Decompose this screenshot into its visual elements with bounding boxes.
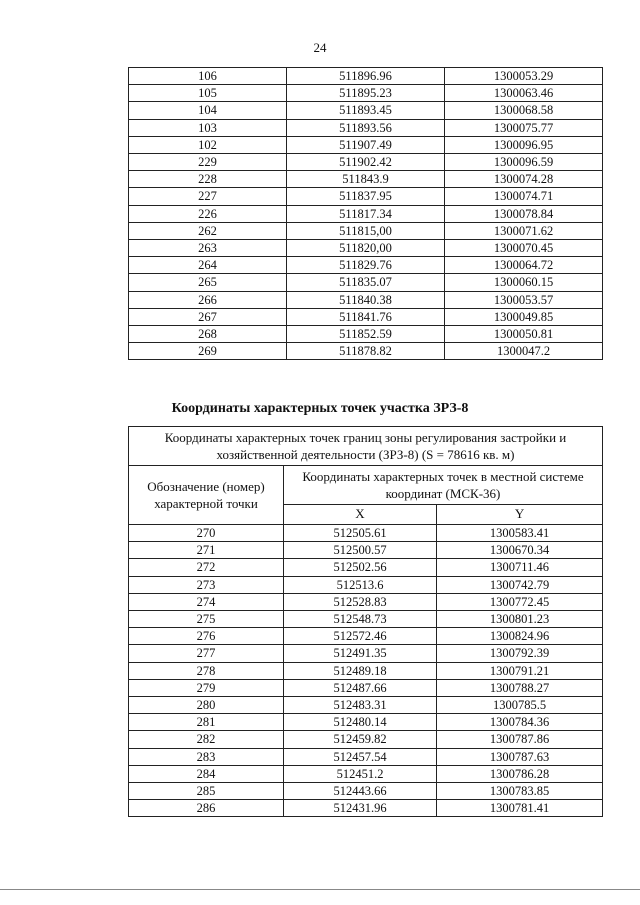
- x-coordinate-cell: 512483.31: [284, 697, 437, 714]
- x-coordinate-cell: 512548.73: [284, 611, 437, 628]
- y-coordinate-cell: 1300049.85: [445, 308, 603, 325]
- point-number-cell: 102: [129, 136, 287, 153]
- y-coordinate-cell: 1300801.23: [437, 611, 603, 628]
- point-number-cell: 276: [129, 628, 284, 645]
- table-row: [129, 274, 603, 291]
- x-coordinate-cell: 512528.83: [284, 593, 437, 610]
- x-coordinate-cell: 512491.35: [284, 645, 437, 662]
- y-coordinate-cell: 1300785.5: [437, 697, 603, 714]
- table-row: [129, 765, 603, 782]
- table-row: [129, 85, 603, 102]
- point-number-cell: 106: [129, 68, 287, 85]
- table-row: [129, 240, 603, 257]
- table-row: [129, 679, 603, 696]
- point-number-cell: 263: [129, 240, 287, 257]
- point-number-cell: 286: [129, 800, 284, 817]
- point-number-cell: 103: [129, 119, 287, 136]
- table-row: [129, 257, 603, 274]
- x-coordinate-cell: 512487.66: [284, 679, 437, 696]
- table-caption: Координаты характерных точек границ зоны регулирования застройки и хозяйственной деятельности (ЗРЗ-8) (S = 78616 кв. м): [129, 427, 603, 466]
- table-row: [129, 326, 603, 343]
- y-coordinate-cell: 1300070.45: [445, 240, 603, 257]
- y-coordinate-cell: 1300824.96: [437, 628, 603, 645]
- y-coordinate-cell: 1300783.85: [437, 783, 603, 800]
- x-coordinate-cell: 511815,00: [287, 222, 445, 239]
- x-coordinate-cell: 512480.14: [284, 714, 437, 731]
- table-row: [129, 154, 603, 171]
- y-coordinate-cell: 1300053.29: [445, 68, 603, 85]
- x-coordinate-cell: 512505.61: [284, 525, 437, 542]
- point-number-cell: 265: [129, 274, 287, 291]
- x-coordinate-cell: 512500.57: [284, 542, 437, 559]
- point-number-cell: 279: [129, 679, 284, 696]
- table-row: [129, 593, 603, 610]
- table-row: [129, 697, 603, 714]
- x-coordinate-cell: 511902.42: [287, 154, 445, 171]
- y-coordinate-cell: 1300781.41: [437, 800, 603, 817]
- x-coordinate-cell: 511817.34: [287, 205, 445, 222]
- point-number-cell: 226: [129, 205, 287, 222]
- point-number-cell: 273: [129, 576, 284, 593]
- point-number-header: Обозначение (номер) характерной точки: [129, 466, 284, 525]
- point-number-cell: 227: [129, 188, 287, 205]
- point-number-cell: 278: [129, 662, 284, 679]
- x-coordinate-cell: 511907.49: [287, 136, 445, 153]
- table-row: [129, 188, 603, 205]
- point-number-cell: 272: [129, 559, 284, 576]
- y-coordinate-cell: 1300792.39: [437, 645, 603, 662]
- x-coordinate-cell: 511878.82: [287, 343, 445, 360]
- x-coordinate-cell: 512502.56: [284, 559, 437, 576]
- x-coordinate-cell: 511820,00: [287, 240, 445, 257]
- x-coordinate-cell: 511835.07: [287, 274, 445, 291]
- x-coordinate-cell: 511829.76: [287, 257, 445, 274]
- point-number-cell: 283: [129, 748, 284, 765]
- x-coordinate-cell: 511893.56: [287, 119, 445, 136]
- x-coordinate-cell: 511895.23: [287, 85, 445, 102]
- table-row: [129, 731, 603, 748]
- x-coordinate-cell: 511852.59: [287, 326, 445, 343]
- point-number-cell: 229: [129, 154, 287, 171]
- table-body: [129, 68, 603, 360]
- coordinates-header: Координаты характерных точек в местной системе координат (МСК-36): [284, 466, 603, 505]
- table-row: [129, 222, 603, 239]
- y-coordinate-cell: 1300063.46: [445, 85, 603, 102]
- y-header: Y: [437, 505, 603, 525]
- y-coordinate-cell: 1300787.86: [437, 731, 603, 748]
- y-coordinate-cell: 1300053.57: [445, 291, 603, 308]
- x-coordinate-cell: 512513.6: [284, 576, 437, 593]
- point-number-cell: 285: [129, 783, 284, 800]
- table-row: [129, 171, 603, 188]
- table-row: [129, 748, 603, 765]
- point-number-cell: 104: [129, 102, 287, 119]
- y-coordinate-cell: 1300068.58: [445, 102, 603, 119]
- zrz8-coordinates-table: [128, 426, 603, 817]
- x-coordinate-cell: 511896.96: [287, 68, 445, 85]
- table-row: [129, 559, 603, 576]
- table-row: [129, 628, 603, 645]
- point-number-cell: 266: [129, 291, 287, 308]
- table-body: [129, 525, 603, 817]
- x-header: X: [284, 505, 437, 525]
- point-number-cell: 284: [129, 765, 284, 782]
- point-number-cell: 228: [129, 171, 287, 188]
- table-row: [129, 308, 603, 325]
- y-coordinate-cell: 1300772.45: [437, 593, 603, 610]
- footer-divider: [0, 889, 640, 890]
- x-coordinate-cell: 512489.18: [284, 662, 437, 679]
- point-number-cell: 105: [129, 85, 287, 102]
- point-number-cell: 268: [129, 326, 287, 343]
- point-number-cell: 275: [129, 611, 284, 628]
- y-coordinate-cell: 1300050.81: [445, 326, 603, 343]
- x-coordinate-cell: 512572.46: [284, 628, 437, 645]
- y-coordinate-cell: 1300784.36: [437, 714, 603, 731]
- x-coordinate-cell: 511837.95: [287, 188, 445, 205]
- point-number-cell: 274: [129, 593, 284, 610]
- y-coordinate-cell: 1300583.41: [437, 525, 603, 542]
- x-coordinate-cell: 511841.76: [287, 308, 445, 325]
- y-coordinate-cell: 1300074.28: [445, 171, 603, 188]
- table-row: [129, 576, 603, 593]
- point-number-cell: 262: [129, 222, 287, 239]
- table-caption-row: [129, 427, 603, 466]
- x-coordinate-cell: 511893.45: [287, 102, 445, 119]
- y-coordinate-cell: 1300060.15: [445, 274, 603, 291]
- table-row: [129, 525, 603, 542]
- y-coordinate-cell: 1300742.79: [437, 576, 603, 593]
- point-number-cell: 277: [129, 645, 284, 662]
- point-number-cell: 264: [129, 257, 287, 274]
- point-number-cell: 270: [129, 525, 284, 542]
- y-coordinate-cell: 1300064.72: [445, 257, 603, 274]
- table-header-row: [129, 466, 603, 505]
- coordinates-table-continued: [128, 67, 603, 360]
- table-row: [129, 783, 603, 800]
- point-number-cell: 282: [129, 731, 284, 748]
- table-row: [129, 136, 603, 153]
- point-number-cell: 280: [129, 697, 284, 714]
- table-row: [129, 68, 603, 85]
- x-coordinate-cell: 512431.96: [284, 800, 437, 817]
- table-row: [129, 343, 603, 360]
- y-coordinate-cell: 1300791.21: [437, 662, 603, 679]
- x-coordinate-cell: 512443.66: [284, 783, 437, 800]
- section-title: Координаты характерных точек участка ЗРЗ-8: [171, 401, 469, 416]
- x-coordinate-cell: 511843.9: [287, 171, 445, 188]
- table-row: [129, 714, 603, 731]
- page-number: 24: [313, 40, 327, 55]
- y-coordinate-cell: 1300787.63: [437, 748, 603, 765]
- y-coordinate-cell: 1300711.46: [437, 559, 603, 576]
- point-number-cell: 281: [129, 714, 284, 731]
- table-row: [129, 542, 603, 559]
- y-coordinate-cell: 1300788.27: [437, 679, 603, 696]
- x-coordinate-cell: 512457.54: [284, 748, 437, 765]
- y-coordinate-cell: 1300047.2: [445, 343, 603, 360]
- y-coordinate-cell: 1300071.62: [445, 222, 603, 239]
- y-coordinate-cell: 1300670.34: [437, 542, 603, 559]
- y-coordinate-cell: 1300096.95: [445, 136, 603, 153]
- point-number-cell: 269: [129, 343, 287, 360]
- x-coordinate-cell: 511840.38: [287, 291, 445, 308]
- y-coordinate-cell: 1300078.84: [445, 205, 603, 222]
- point-number-cell: 271: [129, 542, 284, 559]
- table-row: [129, 119, 603, 136]
- table-row: [129, 662, 603, 679]
- y-coordinate-cell: 1300075.77: [445, 119, 603, 136]
- table-row: [129, 291, 603, 308]
- y-coordinate-cell: 1300096.59: [445, 154, 603, 171]
- y-coordinate-cell: 1300786.28: [437, 765, 603, 782]
- table-row: [129, 611, 603, 628]
- y-coordinate-cell: 1300074.71: [445, 188, 603, 205]
- point-number-cell: 267: [129, 308, 287, 325]
- table-row: [129, 645, 603, 662]
- table-row: [129, 205, 603, 222]
- x-coordinate-cell: 512451.2: [284, 765, 437, 782]
- table-row: [129, 102, 603, 119]
- table-row: [129, 800, 603, 817]
- x-coordinate-cell: 512459.82: [284, 731, 437, 748]
